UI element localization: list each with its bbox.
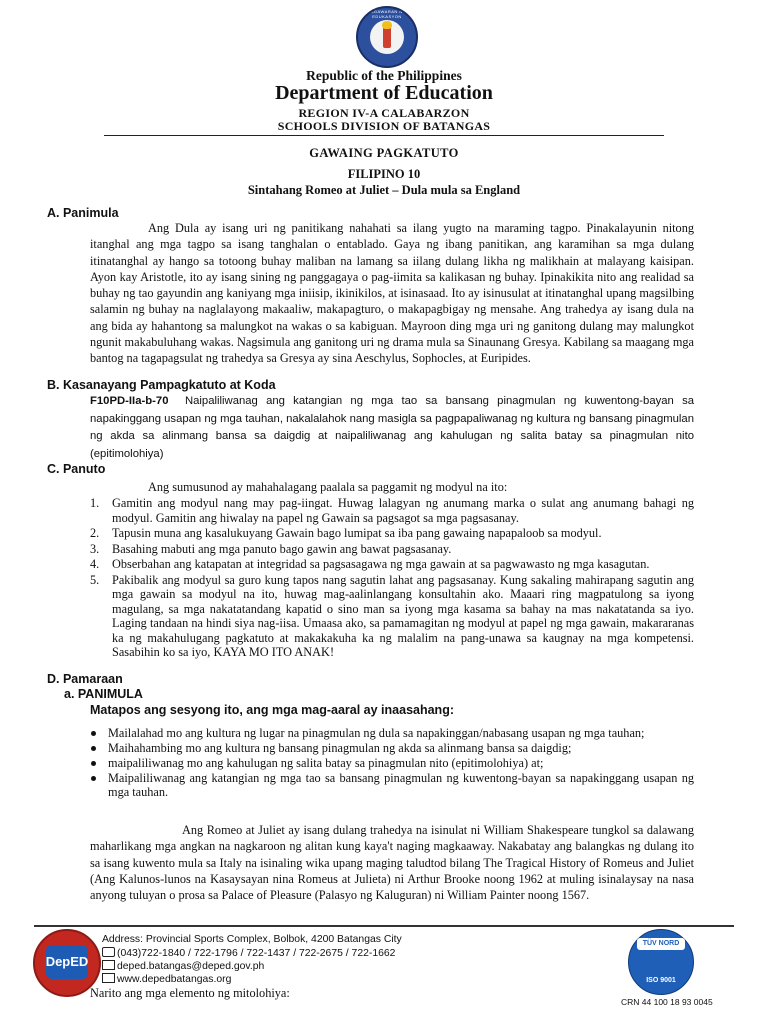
section-a-heading: A. Panimula — [47, 206, 119, 220]
seal-text: KAGAWARAN NG EDUKASYON — [367, 9, 407, 19]
list-item — [90, 496, 694, 525]
header-division: SCHOOLS DIVISION OF BATANGAS — [277, 119, 491, 133]
header-divider — [104, 135, 664, 136]
list-item — [90, 741, 694, 755]
objectives-lead: Matapos ang sesyong ito, ang mga mag-aaral ay inaasahang: — [90, 703, 454, 717]
competency-text: Naipaliliwanag ang katangian ng mga tao sa bansang pinagmulan ng kuwentong-bayan sa napakinggang usapan ng mga tauhan, nakalalahok nang masigla sa pagpapaliwanag ng kultura ng bansang pinagmulan ng akda sa alinmang bansa sa daigdig at naipaliliwanag ang kahulugan ng salita batay sa pinagmulan nito (epitimolohiya) — [90, 395, 694, 460]
mail-icon — [102, 960, 115, 970]
doc-type-title: GAWAING PAGKATUTO — [309, 146, 459, 160]
topic-title: Sintahang Romeo at Juliet – Dula mula sa England — [247, 183, 521, 197]
story-intro-block — [90, 822, 694, 903]
header-region: REGION IV-A CALABARZON — [298, 106, 470, 120]
objective-text: Maihahambing mo ang kultura ng bansang pinagmulan ng akda sa alinmang bansa sa daigdig; — [108, 741, 572, 755]
footer-address: Address: Provincial Sports Complex, Bolbok, 4200 Batangas City — [102, 934, 402, 945]
competency-code: F10PD-IIa-b-70 — [90, 395, 169, 407]
footer-phone: (043)722-1840 / 722-1796 / 722-1437 / 722-2675 / 722-1662 — [117, 948, 396, 959]
logo-word: DepED — [45, 954, 89, 969]
objective-text: maipaliliwanag mo ang kahulugan ng salita batay sa pinagmulan nito (epitimolohiya) at; — [108, 756, 544, 770]
step-number: 4. — [90, 557, 100, 571]
bullet-icon — [91, 746, 96, 751]
flame-icon — [382, 21, 392, 29]
list-item — [90, 573, 694, 660]
bullet-icon — [91, 776, 96, 781]
step-number: 2. — [90, 526, 100, 540]
section-c-intro: Ang sumusunod ay mahahalagang paalala sa paggamit ng modyul na ito: — [148, 480, 508, 494]
section-d-heading: D. Pamaraan — [47, 672, 123, 686]
step-text: Gamitin ang modyul nang may pag-iingat. Huwag lalagyan ng anumang marka o sulat ang anumang bahagi ng modyul. Gamitin ang hiwalay na papel ng Gawain sa pagsagot sa mga pagsasanay. — [112, 496, 694, 525]
step-text: Pakibalik ang modyul sa guro kung tapos nang sagutin lahat ang pagsasanay. Kung sakaling mahirapang sagutin ang mga gawain sa modyul na ito, huwag mag-aalinlangang konsultahin ako. Maaari ring magpatulong sa iyong magulang, sa mga nakatatandang kapatid o sino man sa iyong mga kasama sa bahay na mas nakatatanda sa iyo. Laging tandaan na hindi siya nag-iisa. Umaasa ako, sa pamamagitan ng modyul at papel ng mga gawain, makararanas ka ng makahulugang pagkatuto at makakakuha ka ng malalim na pang-unawa sa kaugnay na mga kompetensi. Sasabihin ko sa iyo, KAYA MO ITO ANAK! — [112, 572, 694, 659]
step-text: Obserbahan ang katapatan at integridad sa pagsasagawa ng mga gawain at sa pagwawasto ng mga kasagutan. — [112, 557, 650, 571]
phone-icon — [102, 947, 115, 957]
list-item — [90, 542, 694, 557]
header-department: Department of Education — [275, 82, 493, 104]
competency-block — [90, 393, 694, 463]
objective-text: Maipaliliwanag ang katangian ng mga tao sa bansang pinagmulan ng kuwentong-bayan sa napakinggang usapan ng mga tauhan. — [108, 771, 694, 799]
section-a-text: Ang Dula ay isang uri ng panitikang nahahati sa ilang yugto na maraming tagpo. Pinakalayunin nitong itanghal ang mga tagpo sa isang tanghalan o entablado. Gaya ng ibang panitikan, ang karamihan sa mga dulang itinatanghal ay hango sa totoong buhay maliban na lamang sa iilang dulang likha ng malikhain at malayang kaisipan. Ayon kay Aristotle, ito ay isang sining ng panggagaya o pag-iimita sa kalikasan ng buhay. Ipinakikita nito ang realidad sa buhay ng tao gayundin ang kaniyang mga iniisip, ikinikilos, at isinasaad. Ito ay isinusulat at itinatanghal upang magsilbing salamin ng buhay na naglalayong makaaliw, makapagturo, o makapagbigay ng mensahe. Ang trahedya ay isang dula na ang bida ay hahantong sa malungkot na wakas o sa kabiguan. Mayroon ding mga uri ng ganitong dulang may malungkot ngunit makabuluhang wakas. Nagsimula ang ganitong uri ng drama mula sa Sinaunang Gresya. Kabilang sa maagang mga bantog na tagapagsulat ng trahedya sa Gresya ay sina Aeschylus, Sophocles, at Euripides. — [90, 221, 694, 366]
step-number: 5. — [90, 572, 100, 587]
objectives-list — [90, 726, 694, 800]
cert-iso: ISO 9001 — [646, 977, 676, 984]
instructions-list — [90, 496, 694, 661]
footer-website: www.depedbatangas.org — [117, 974, 232, 985]
objective-text: Mailalahad mo ang kultura ng lugar na pinagmulan ng dula sa napakinggan/nabasang usapan ng mga tauhan; — [108, 726, 645, 740]
sub-heading-panimula: a. PANIMULA — [64, 687, 143, 701]
list-item — [90, 526, 694, 541]
footer-web-line — [102, 973, 231, 987]
cert-band: TÜV NORD — [637, 938, 685, 950]
narito-line: Narito ang mga elemento ng mitolohiya: — [90, 986, 290, 1000]
globe-icon — [102, 973, 115, 983]
section-b-heading: B. Kasanayang Pampagkatuto at Koda — [47, 378, 276, 392]
step-number: 3. — [90, 541, 100, 556]
footer-divider — [34, 925, 734, 927]
step-text: Tapusin muna ang kasalukuyang Gawain bago lumipat sa iba pang gawaing napapaloob sa modyul. — [112, 526, 602, 540]
bullet-icon — [91, 761, 96, 766]
list-item — [90, 771, 694, 799]
section-a-body — [90, 220, 694, 367]
header-republic: Republic of the Philippines — [306, 68, 462, 83]
step-number: 1. — [90, 496, 100, 510]
bullet-icon — [91, 731, 96, 736]
list-item — [90, 756, 694, 770]
subject-title: FILIPINO 10 — [347, 167, 421, 181]
footer-email-line — [102, 960, 264, 974]
list-item — [90, 557, 694, 572]
footer-phone-line — [102, 947, 395, 961]
crn-number: CRN 44 100 18 93 0045 — [621, 997, 713, 1007]
footer-email: deped.batangas@deped.gov.ph — [117, 961, 265, 972]
section-c-heading: C. Panuto — [47, 462, 106, 476]
section-c-intro-block — [90, 479, 694, 495]
list-item — [90, 726, 694, 740]
tuv-nord-iso-logo — [628, 929, 694, 995]
deped-seal-logo — [356, 6, 418, 68]
step-text: Basahing mabuti ang mga panuto bago gawin ang bawat pagsasanay. — [112, 541, 452, 556]
story-intro: Ang Romeo at Juliet ay isang dulang trahedya na isinulat ni William Shakespeare tungkol sa dalawang maharlikang mga angkan na nagkaroon ng alitan kung kaya't naging magkaaway. Nakabatay ang balangkas ng dulang ito sa isang kuwento mula sa Italy na isinaling wika upang maging taludtod bilang The Tragical History of Romeus and Juliet (Ang Kalunos-lunos na Kasaysayan nina Romeus at Julieta) ni Arthur Brooke noong 1962 at muling isinalaysay na nasa anyong tuluyan o prosa sa Palace of Pleasure (Palasyo ng Kaluguran) ni William Painter noong 1567. — [90, 823, 694, 903]
